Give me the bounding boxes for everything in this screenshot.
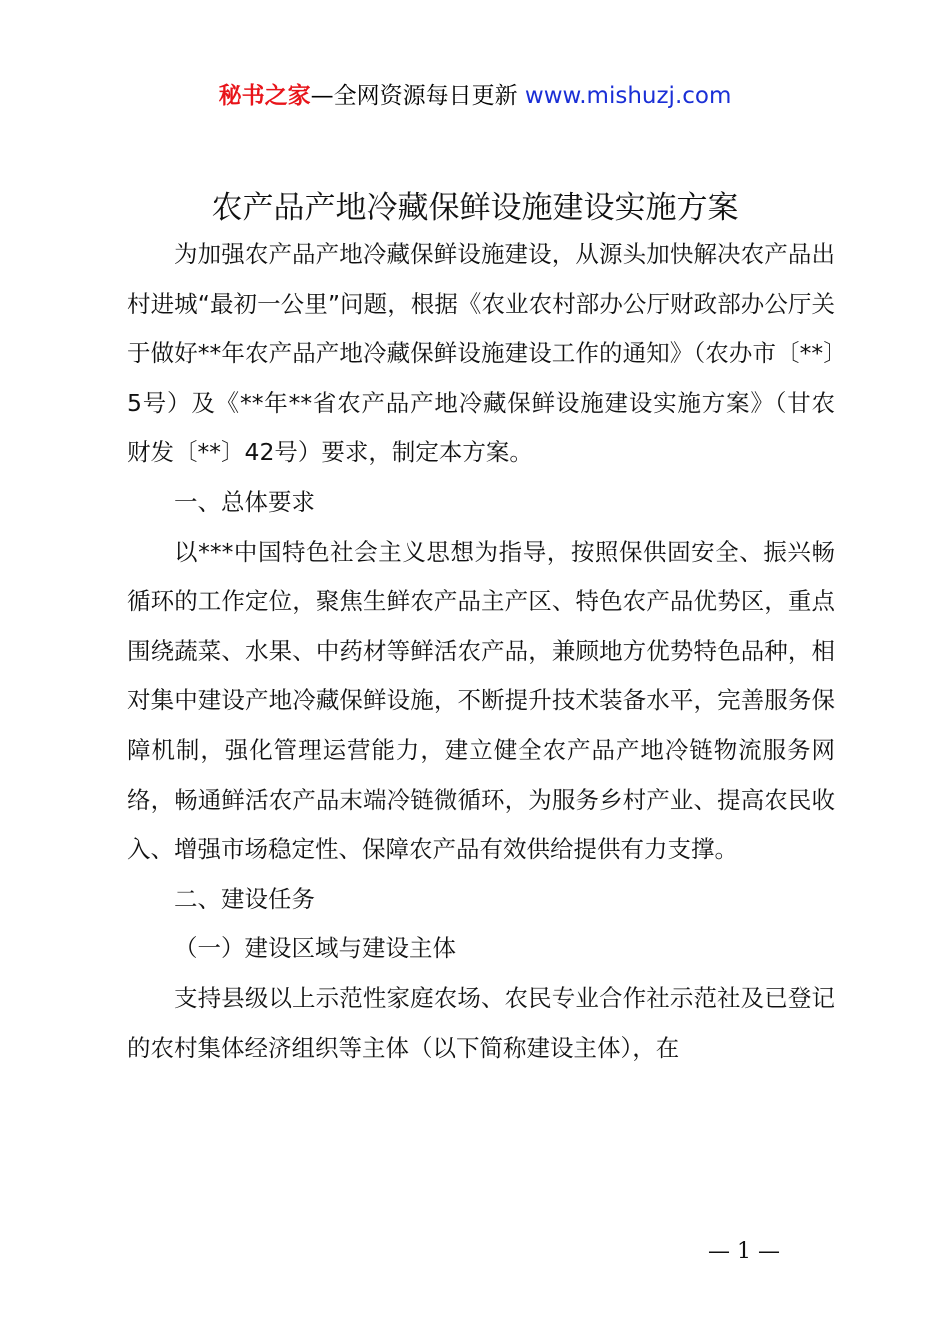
site-slogan: —全网资源每日更新 xyxy=(310,83,525,109)
section-heading-construction-tasks: 二、建设任务 xyxy=(174,884,315,913)
document-body xyxy=(127,230,835,1073)
paragraph-overall-requirements: 以***中国特色社会主义思想为指导，按照保供固安全、振兴畅循环的工作定位，聚焦生鲜农产品主产区、特色农产品优势区，重点围绕蔬菜、水果、中药材等鲜活农产品，兼顾地方优势特色品种，相对集中建设产地冷藏保鲜设施，不断提升技术装备水平，完善服务保障机制，强化管理运营能力，建立健全农产品产地冷链物流服务网络，畅通鲜活农产品末端冷链微循环，为服务乡村产业、提高农民收入、增强市场稳定性、保障农产品有效供给提供有力支撑。 xyxy=(127,537,835,864)
paragraph-area-and-entities: 支持县级以上示范性家庭农场、农民专业合作社示范社及已登记的农村集体经济组织等主体（以下简称建设主体），在 xyxy=(127,983,835,1062)
page-number: — 1 — xyxy=(708,1239,780,1264)
subsection-heading-area-and-entities: （一）建设区域与建设主体 xyxy=(174,934,456,963)
site-brand: 秘书之家 xyxy=(218,83,311,109)
document-title: 农产品产地冷藏保鲜设施建设实施方案 xyxy=(211,190,739,226)
paragraph-intro: 为加强农产品产地冷藏保鲜设施建设，从源头加快解决农产品出村进城“最初一公里”问题，根据《农业农村部办公厅财政部办公厅关于做好**年农产品产地冷藏保鲜设施建设工作的通知》（农办市〔**〕5号）及《**年**省农产品产地冷藏保鲜设施建设实施方案》（甘农财发〔**〕42号）要求，制定本方案。 xyxy=(127,240,835,467)
section-heading-overall-requirements: 一、总体要求 xyxy=(174,487,315,516)
site-header xyxy=(0,80,950,112)
site-url-link[interactable]: www.mishuzj.com xyxy=(524,83,732,109)
